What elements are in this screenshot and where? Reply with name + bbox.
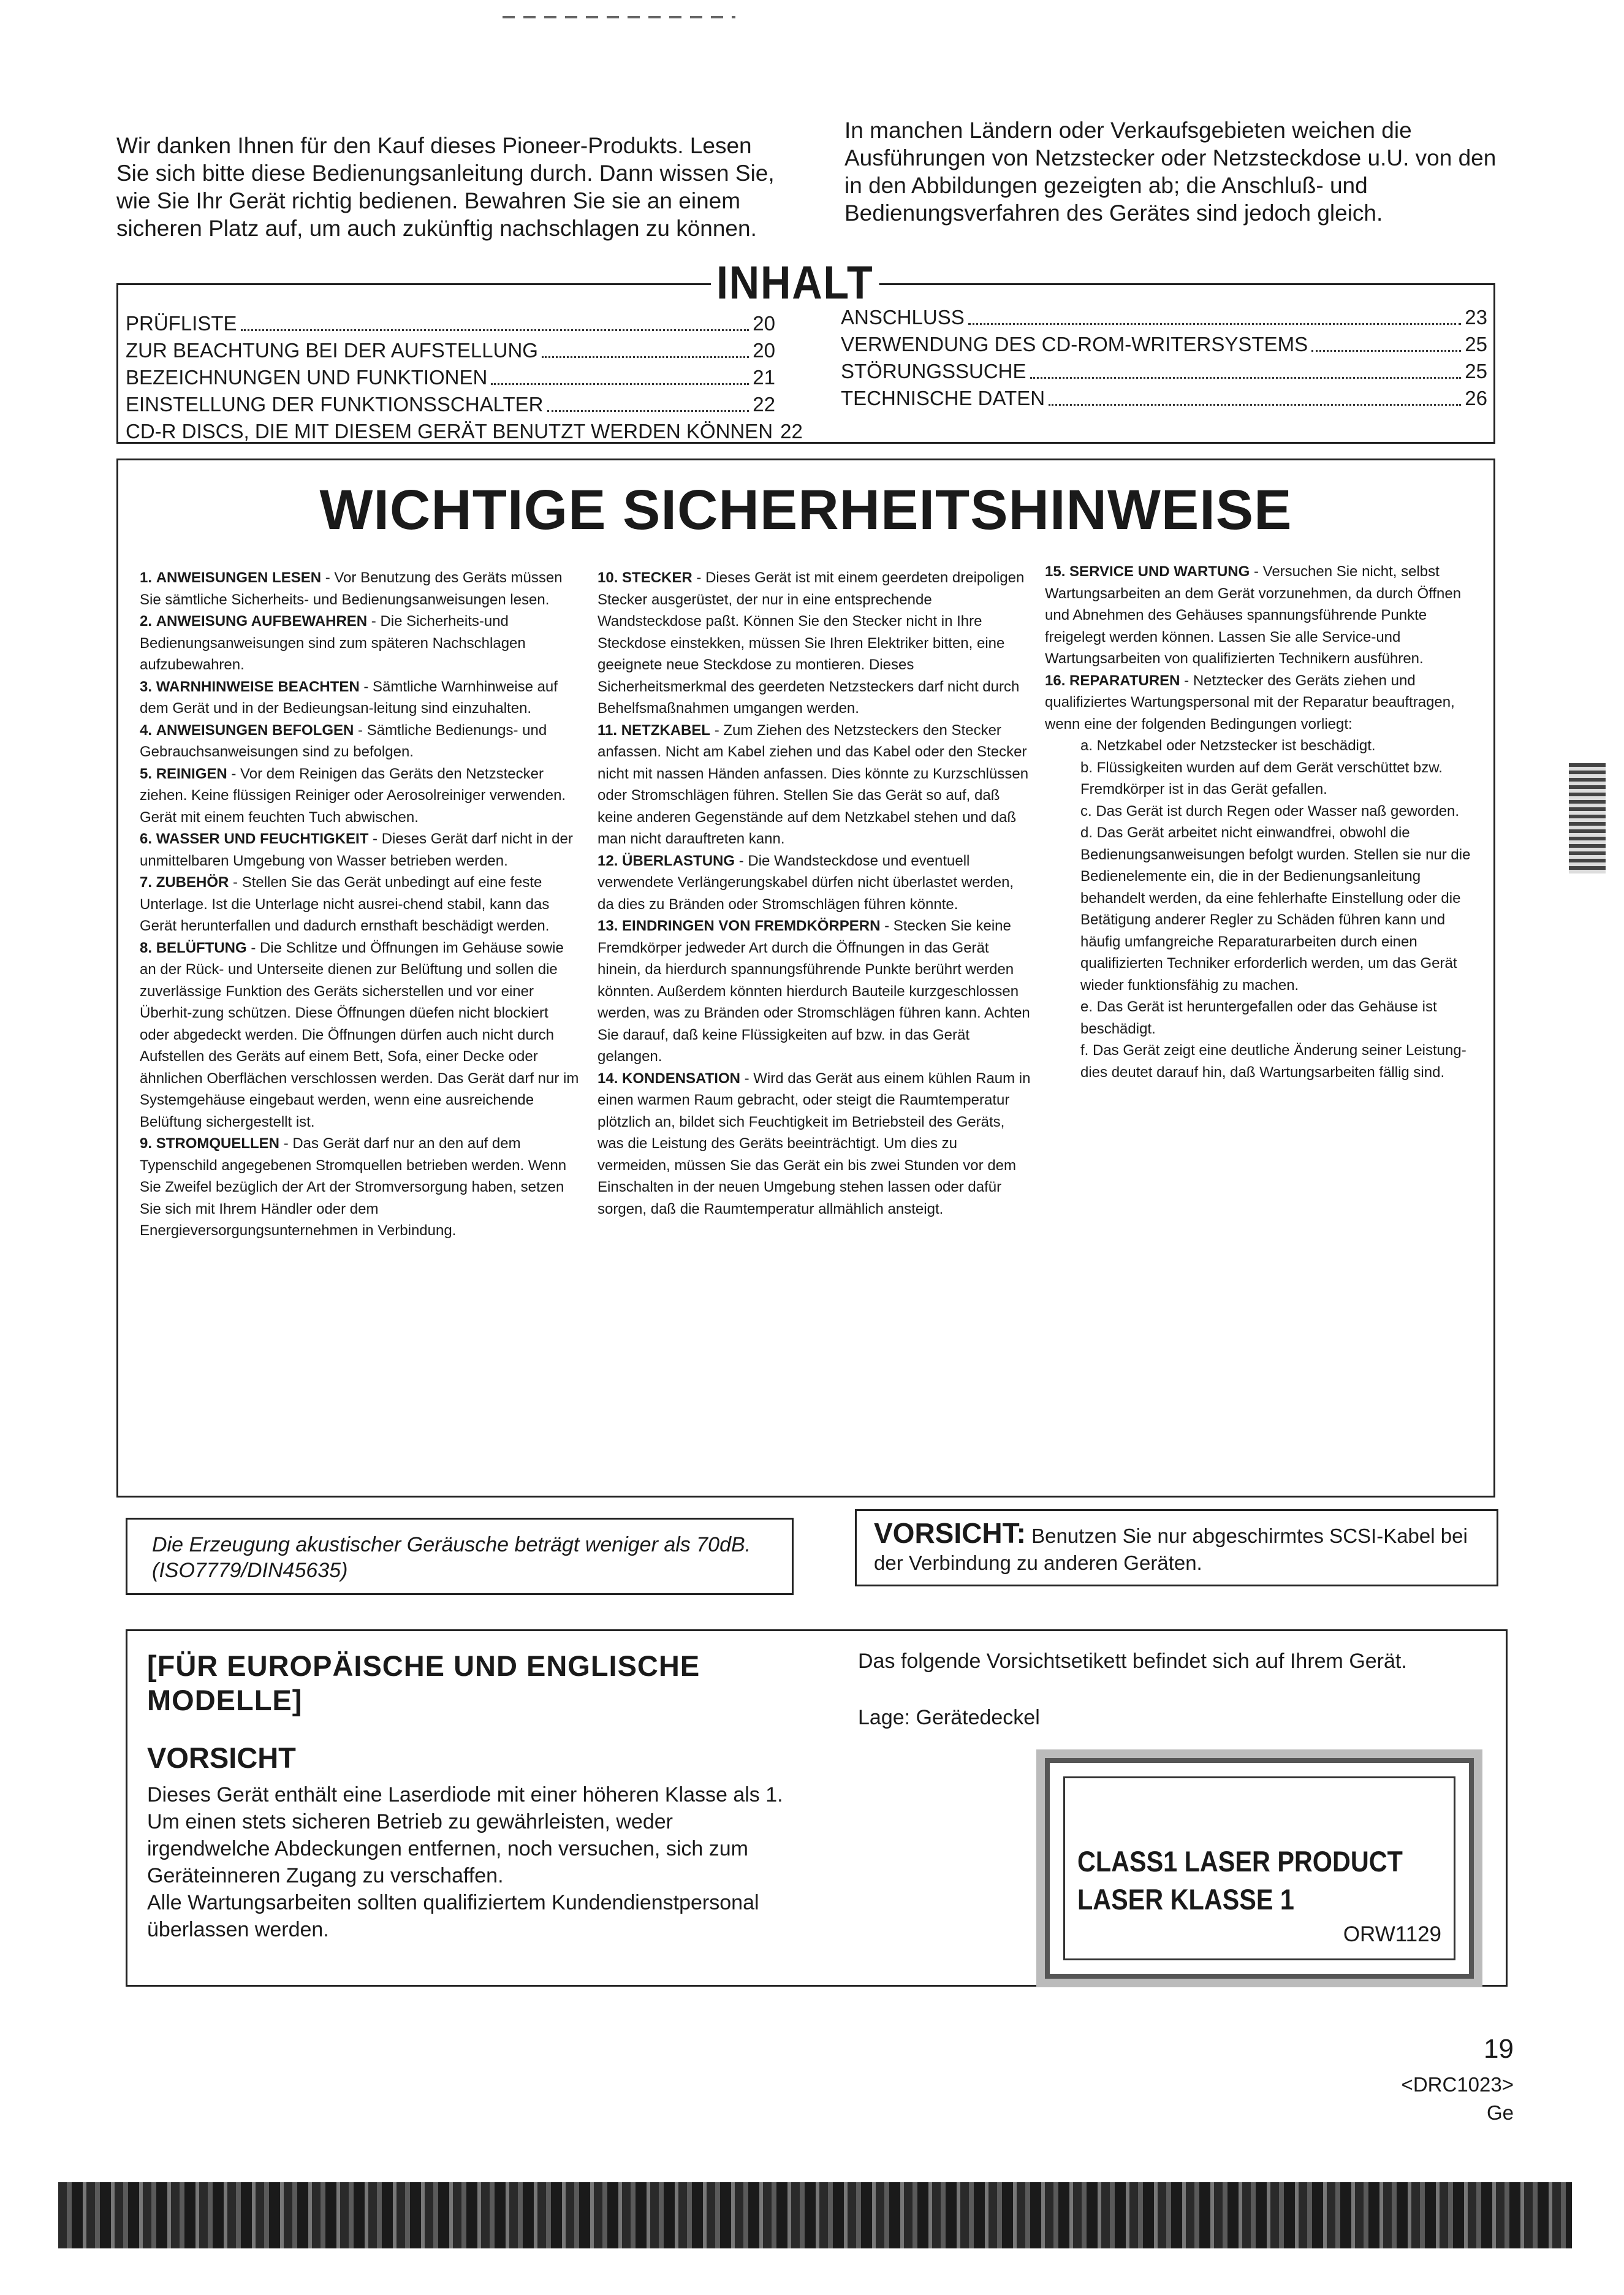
safety-item-body: - Vor Benutzung des Geräts müssen Sie sämtliche Sicherheits- und Bedienungsanweisungen lesen. <box>140 569 563 608</box>
safety-column-1 <box>140 567 581 1242</box>
repair-condition: c. Das Gerät ist durch Regen oder Wasser naß geworden. <box>1080 802 1460 820</box>
safety-item-number: 7. <box>140 874 153 891</box>
safety-item-number: 12. <box>598 852 618 869</box>
safety-item <box>140 1133 581 1242</box>
toc-entry-label: VERWENDUNG DES CD-ROM-WRITERSYSTEMS <box>841 333 1308 356</box>
safety-item-heading: NETZKABEL <box>621 721 711 739</box>
safety-item-heading: EINDRINGEN VON FREMDKÖRPERN <box>622 918 881 934</box>
safety-item-body: - Die Schlitze und Öffnungen im Gehäuse sowie an der Rück- und Unterseite dienen zur Belüftung und sollen die zuverlässige Funktion des Geräts sicherstellen und vor einer Überhit-zung schützen. Diese Öffnungen düefen nicht blockiert oder abgedeckt werden. Die Öffnungen dürfen auch nicht durch Aufstellen des Geräts auf einem Bett, Sofa, einer Decke oder ähnlichen Oberflächen verschlossen werden. Das Gerät darf nur im Systemgehäuse eingebaut werden, wenn eine ausreichende Belüftung sichergestellt ist. <box>140 939 579 1130</box>
toc-entry-page: 20 <box>753 339 775 362</box>
scan-noise-top <box>503 16 735 18</box>
safety-item-body: - Vor dem Reinigen das Geräts den Netzstecker ziehen. Keine flüssigen Reiniger oder Aerosolreiniger verwenden. Gerät mit einem feuchten Tuch abwischen. <box>140 765 566 826</box>
safety-item-body: - Wird das Gerät aus einem kühlen Raum in einen warmen Raum gebracht, oder steigt die Raumtemperatur plötzlich an, bildet sich Feuchtigkeit im Betriebsteil des Geräts, was die Leistung des Geräts beeinträchtigt. Um dies zu vermeiden, müssen Sie das Gerät ein bis zwei Stunden vor dem Einschalten in der neuen Umgebung stehen lassen oder dafür sorgen, daß die Raumtemperatur allmählich ansteigt. <box>598 1070 1031 1217</box>
model-code: <DRC1023> <box>1401 2073 1514 2096</box>
repair-condition: e. Das Gerät ist heruntergefallen oder das Gehäuse ist beschädigt. <box>1080 999 1437 1037</box>
vorsicht-scsi-box <box>855 1509 1498 1586</box>
safety-item-heading: STROMQUELLEN <box>156 1135 280 1152</box>
euro-vorsicht-heading: VORSICHT <box>147 1741 296 1774</box>
laser-label-inner <box>1063 1776 1455 1960</box>
toc-entry <box>126 418 803 445</box>
safety-item <box>140 872 581 937</box>
repair-condition: d. Das Gerät arbeitet nicht einwandfrei, obwohl die Bedienungsanweisungen befolgt wurden. Stellen sie nur die Bedienelemente ein, die in der Bedienungsanleitung behandelt werden, da eine fehlerhafte Einstellung oder die Betätigung anderer Regler zu Schäden führen kann und häufig umfangreiche Reparaturarbeiten durch einen qualifizierten Techniker erforderlich werden, um das Gerät wieder funktionsfähig zu machen. <box>1080 824 1471 994</box>
safety-item-number: 3. <box>140 678 153 695</box>
toc-leader-dots <box>1311 350 1461 352</box>
safety-item-number: 14. <box>598 1070 618 1087</box>
safety-item-body: - Dieses Gerät darf nicht in der unmittelbaren Umgebung von Wasser betrieben werden. <box>140 831 573 869</box>
safety-item <box>140 763 581 829</box>
safety-item-heading: ZUBEHÖR <box>156 874 229 891</box>
toc-entry-page: 26 <box>1465 387 1487 409</box>
label-note: Das folgende Vorsichtsetikett befindet sich auf Ihrem Gerät. <box>858 1650 1407 1673</box>
toc-leader-dots <box>241 329 749 331</box>
safety-item-body: - Netztecker des Geräts ziehen und qualifiziertes Wartungspersonal mit der Reparatur beauftragen, wenn eine der folgenden Bedingungen vorliegt: <box>1045 672 1455 733</box>
safety-item-heading: ANWEISUNGEN BEFOLGEN <box>156 721 354 739</box>
toc-left-list <box>126 310 803 445</box>
safety-item-body: - Stellen Sie das Gerät unbedingt auf eine feste Unterlage. Ist die Unterlage nicht ausrei-chend stabil, kann das Gerät herunterfallen und dadurch ernsthaft beschädigt werden. <box>140 874 550 934</box>
safety-item-number: 10. <box>598 569 618 586</box>
safety-item-number: 2. <box>140 613 153 630</box>
noise-note: Die Erzeugung akustischer Geräusche beträgt weniger als 70dB. (ISO7779/DIN45635) <box>126 1518 794 1595</box>
toc-entry-label: STÖRUNGSSUCHE <box>841 360 1026 382</box>
toc-leader-dots <box>1030 377 1462 379</box>
safety-item-number: 11. <box>598 721 618 739</box>
toc-entry <box>841 385 1487 412</box>
toc-leader-dots <box>547 410 749 412</box>
toc-entry-label: EINSTELLUNG DER FUNKTIONSSCHALTER <box>126 393 544 416</box>
safety-item-heading: ÜBERLASTUNG <box>622 852 735 869</box>
safety-item-number: 9. <box>140 1135 153 1152</box>
toc-entry-page: 22 <box>753 393 775 416</box>
toc-leader-dots <box>1049 404 1461 406</box>
toc-entry <box>126 364 775 391</box>
repair-condition: a. Netzkabel oder Netzstecker ist beschädigt. <box>1080 737 1376 754</box>
safety-item <box>140 828 581 872</box>
vorsicht-scsi-heading: VORSICHT: <box>874 1517 1026 1549</box>
safety-item-heading: REPARATUREN <box>1069 672 1180 689</box>
safety-item-number: 6. <box>140 831 153 847</box>
scan-noise-side <box>1569 763 1606 873</box>
safety-item-heading: ANWEISUNG AUFBEWAHREN <box>156 613 368 630</box>
euro-text-1: Dieses Gerät enthält eine Laserdiode mit einer höheren Klasse als 1. Um einen stets sicheren Betrieb zu gewährleisten, weder irgendwelche Abdeckungen entfernen, noch versuchen, sich zum Geräteinneren Zugang zu verschaffen. <box>147 1783 783 1887</box>
toc-entry <box>126 391 775 418</box>
toc-entry-label: PRÜFLISTE <box>126 312 237 335</box>
safety-item-body: - Stecken Sie keine Fremdkörper jedweder Art durch die Öffnungen in das Gerät hinein, da hierdurch spannungsführende Punkte berührt werden könnten. Außerdem könnten hierdurch Bauteile kurzgeschlossen werden, was zu Bränden oder Stromschlägen führen kann. Achten Sie darauf, daß keine Flüssigkeiten auf bzw. in das Gerät gelangen. <box>598 918 1030 1065</box>
euro-text-2: Alle Wartungsarbeiten sollten qualifiziertem Kundendienstpersonal überlassen werden. <box>147 1891 759 1941</box>
toc-entry <box>126 337 775 364</box>
safety-item-heading: WARNHINWEISE BEACHTEN <box>156 678 360 695</box>
toc-entry-label: BEZEICHNUNGEN UND FUNKTIONEN <box>126 366 488 389</box>
toc-entry <box>841 304 1487 331</box>
safety-item-body: - Die Wandsteckdose und eventuell verwendete Verlängerungskabel dürfen nicht überlastet werden, da dies zu Bränden oder Stromschlägen führen könnte. <box>598 852 1014 913</box>
toc-entry-page: 20 <box>753 312 775 335</box>
safety-column-2 <box>598 567 1033 1220</box>
safety-item-body: - Dieses Gerät ist mit einem geerdeten dreipoligen Stecker ausgerüstet, der nur in eine entsprechende Wandsteckdose paßt. Können Sie den Stecker nicht in Ihre Steckdose einstekken, müssen Sie Ihren Elektriker bitten, eine geeignete neue Steckdose zu montieren. Dieses Sicherheitsmerkmal des geerdeten Netzsteckers darf nicht durch Behelfsmaßnahmen umgangen werden. <box>598 569 1025 717</box>
safety-item <box>140 676 581 720</box>
toc-right-list <box>841 304 1487 412</box>
safety-item-heading: BELÜFTUNG <box>156 939 247 956</box>
laser-line-1: CLASS1 LASER PRODUCT <box>1077 1845 1403 1878</box>
safety-item-body: - Zum Ziehen des Netzsteckers den Stecker anfassen. Nicht am Kabel ziehen und das Kabel oder den Stecker nicht mit nassen Händen anfassen. Dies könnte zu Kurzschlüssen oder Stromschlägen führen. Stellen Sie das Gerät so auf, daß keine anderen Gegenstände auf dem Netzkabel stehen und daß man nicht darauftreten kann. <box>598 721 1029 847</box>
toc-leader-dots <box>968 323 1462 325</box>
safety-column-3 <box>1045 561 1486 1083</box>
safety-item-number: 4. <box>140 721 153 739</box>
toc-entry-label: CD-R DISCS, DIE MIT DIESEM GERÄT BENUTZT WERDEN KÖNNEN <box>126 420 773 443</box>
toc-entry-page: 25 <box>1465 333 1487 356</box>
safety-item-body: - Sämtliche Bedienungs- und Gebrauchsanweisungen sind zu befolgen. <box>140 721 547 760</box>
safety-item-body: - Sämtliche Warnhinweise auf dem Gerät und in der Bedieungsan-leitung sind einzuhalten. <box>140 678 558 717</box>
safety-item-heading: REINIGEN <box>156 765 227 782</box>
safety-item <box>598 567 1033 720</box>
label-location: Lage: Gerätedeckel <box>858 1706 1040 1729</box>
toc-entry-page: 23 <box>1465 306 1487 329</box>
safety-item-number: 8. <box>140 939 153 956</box>
toc-title: INHALT <box>711 256 879 310</box>
language-code: Ge <box>1486 2101 1514 2124</box>
toc-entry <box>841 331 1487 358</box>
toc-leader-dots <box>491 383 749 385</box>
safety-item <box>140 611 581 676</box>
scan-noise-bar <box>58 2182 1572 2248</box>
safety-item-number: 13. <box>598 918 618 934</box>
toc-entry-label: ANSCHLUSS <box>841 306 965 329</box>
toc-leader-dots <box>542 356 749 358</box>
safety-item-body: - Die Sicherheits-und Bedienungsanweisungen sind zum späteren Nachschlagen aufzubewahren. <box>140 613 526 673</box>
safety-item-heading: KONDENSATION <box>622 1070 740 1087</box>
safety-item <box>140 720 581 763</box>
safety-title: WICHTIGE SICHERHEITSHINWEISE <box>319 479 1292 541</box>
safety-item-heading: SERVICE UND WARTUNG <box>1069 563 1250 580</box>
safety-item <box>598 915 1033 1068</box>
safety-item <box>140 937 581 1133</box>
laser-warning-label <box>1045 1758 1474 1979</box>
safety-item-heading: ANWEISUNGEN LESEN <box>156 569 322 586</box>
page-number: 19 <box>1484 2034 1514 2064</box>
safety-item-heading: STECKER <box>622 569 692 586</box>
safety-item <box>598 1068 1033 1220</box>
intro-left: Wir danken Ihnen für den Kauf dieses Pioneer-Produkts. Lesen Sie sich bitte diese Bedienungsanleitung durch. Dann wissen Sie, wie Sie Ihr Gerät richtig bedienen. Bewahren Sie sie an einem sicheren Platz auf, um auch zukünftig nachschlagen zu können. <box>116 133 775 241</box>
safety-item-number: 5. <box>140 765 153 782</box>
safety-item-number: 16. <box>1045 672 1066 689</box>
safety-item-body: - Das Gerät darf nur an den auf dem Typenschild angegebenen Stromquellen betrieben werden. Wenn Sie Zweifel bezüglich der Art der Stromversorgung haben, setzen Sie sich mit Ihrem Händler oder dem Energieversorgungsunternehmen in Verbindung. <box>140 1135 567 1239</box>
repair-condition: b. Flüssigkeiten wurden auf dem Gerät verschüttet bzw. Fremdkörper ist in das Gerät gefallen. <box>1080 759 1443 797</box>
safety-item-heading: WASSER UND FEUCHTIGKEIT <box>156 831 369 847</box>
repair-condition: f. Das Gerät zeigt eine deutliche Änderung seiner Leistung-dies deutet darauf hin, daß Wartungsarbeiten fällig sind. <box>1080 1042 1467 1081</box>
laser-line-2: LASER KLASSE 1 <box>1077 1883 1294 1916</box>
intro-right: In manchen Ländern oder Verkaufsgebieten weichen die Ausführungen von Netzstecker oder Netzsteckdose u.U. von den in den Abbildungen gezeigten ab; die Anschluß- und Bedienungsverfahren des Gerätes sind jedoch gleich. <box>844 118 1497 226</box>
toc-entry-page: 21 <box>753 366 775 389</box>
safety-item <box>598 850 1033 916</box>
safety-item-body: - Versuchen Sie nicht, selbst Wartungsarbeiten an dem Gerät vorzunehmen, da durch Öffnen und Abnehmen des Gehäuses spannungsführende Punkte freigelegt werden können. Lassen Sie alle Service-und Wartungsarbeiten von qualifizierten Technikern ausführen. <box>1045 563 1462 667</box>
safety-item-number: 1. <box>140 569 153 586</box>
euro-heading: [FÜR EUROPÄISCHE UND ENGLISCHE MODELLE] <box>147 1650 700 1716</box>
toc-entry-label: TECHNISCHE DATEN <box>841 387 1045 409</box>
vorsicht-scsi-text: Benutzen Sie nur abgeschirmtes SCSI-Kabel bei der Verbindung zu anderen Geräten. <box>874 1524 1468 1574</box>
toc-entry <box>841 358 1487 385</box>
safety-item-number: 15. <box>1045 563 1066 580</box>
safety-item <box>598 720 1033 850</box>
toc-entry-page: 22 <box>780 420 803 443</box>
safety-item <box>140 567 581 611</box>
toc-entry-page: 25 <box>1465 360 1487 382</box>
toc-entry-label: ZUR BEACHTUNG BEI DER AUFSTELLUNG <box>126 339 538 362</box>
laser-code: ORW1129 <box>1343 1922 1441 1946</box>
safety-item <box>1045 561 1486 670</box>
safety-item <box>1045 670 1486 736</box>
toc-entry <box>126 310 775 337</box>
